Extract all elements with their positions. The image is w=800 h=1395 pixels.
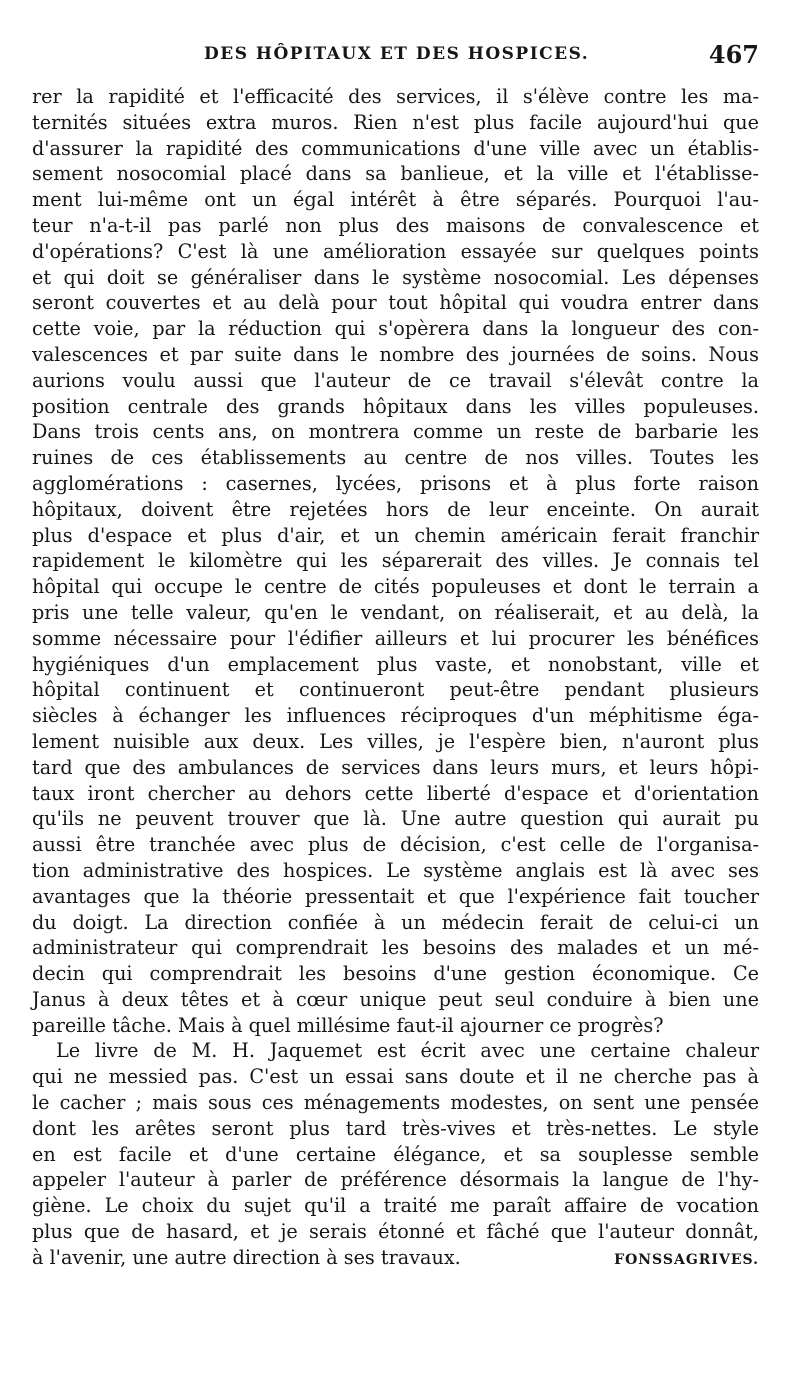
text-line: administrateur qui comprendrait les besoins des malades et un mé- bbox=[32, 936, 759, 960]
text-line: appeler l'auteur à parler de préférence désormais la langue de l'hy- bbox=[32, 1168, 759, 1192]
text-line: qu'ils ne peuvent trouver que là. Une autre question qui aurait pu bbox=[32, 807, 759, 831]
book-page bbox=[32, 38, 759, 1274]
text-line: du doigt. La direction confiée à un médecin ferait de celui-ci un bbox=[32, 910, 759, 934]
text-line: en est facile et d'une certaine élégance, et sa souplesse semble bbox=[32, 1142, 759, 1166]
text-line: rapidement le kilomètre qui les séparerait des villes. Je connais tel bbox=[32, 549, 759, 573]
text-line: ruines de ces établissements au centre de nos villes. Toutes les bbox=[32, 446, 759, 470]
page-number: 467 bbox=[708, 40, 759, 69]
text-line: d'assurer la rapidité des communications d'une ville avec un établis- bbox=[32, 136, 759, 160]
text-line: sement nosocomial placé dans sa banlieue, et la ville et l'établisse- bbox=[32, 162, 759, 186]
text-line: somme nécessaire pour l'édifier ailleurs et lui procurer les bénéfices bbox=[32, 626, 759, 650]
text-line: seront couvertes et au delà pour tout hôpital qui voudra entrer dans bbox=[32, 291, 759, 315]
text-line: dont les arêtes seront plus tard très-vives et très-nettes. Le style bbox=[32, 1116, 759, 1140]
text-line: plus que de hasard, et je serais étonné et fâché que l'auteur donnât, bbox=[32, 1220, 759, 1244]
author-signature: FONSSAGRIVES. bbox=[614, 1251, 759, 1268]
text-line: Dans trois cents ans, on montrera comme un reste de barbarie les bbox=[32, 420, 759, 444]
running-head: DES HÔPITAUX ET DES HOSPICES. bbox=[204, 44, 590, 64]
page-header bbox=[32, 38, 759, 72]
text-line: hôpital continuent et continueront peut-être pendant plusieurs bbox=[32, 678, 759, 702]
text-line: pareille tâche. Mais à quel millésime faut-il ajourner ce progrès? bbox=[32, 1013, 664, 1037]
text-line: plus d'espace et plus d'air, et un chemin américain ferait franchir bbox=[32, 523, 759, 547]
text-line: Le livre de M. H. Jaquemet est écrit avec une certaine chaleur bbox=[56, 1039, 759, 1063]
text-line: agglomérations : casernes, lycées, prisons et à plus forte raison bbox=[32, 471, 759, 495]
text-line: siècles à échanger les influences réciproques d'un méphitisme éga- bbox=[32, 704, 759, 728]
text-line: qui ne messied pas. C'est un essai sans doute et il ne cherche pas à bbox=[32, 1065, 759, 1089]
text-line: lement nuisible aux deux. Les villes, je l'espère bien, n'auront plus bbox=[32, 729, 759, 753]
body-text bbox=[32, 84, 759, 1271]
text-line: ternités situées extra muros. Rien n'est plus facile aujourd'hui que bbox=[32, 110, 759, 134]
text-line: avantages que la théorie pressentait et que l'expérience fait toucher bbox=[32, 884, 759, 908]
text-line: Janus à deux têtes et à cœur unique peut seul conduire à bien une bbox=[32, 987, 759, 1011]
text-line: et qui doit se généraliser dans le système nosocomial. Les dépenses bbox=[32, 265, 759, 289]
text-line: hygiéniques d'un emplacement plus vaste, et nonobstant, ville et bbox=[32, 652, 759, 676]
text-line: position centrale des grands hôpitaux dans les villes populeuses. bbox=[32, 394, 759, 418]
text-line: valescences et par suite dans le nombre des journées de soins. Nous bbox=[32, 342, 759, 366]
text-line: aurions voulu aussi que l'auteur de ce travail s'élevât contre la bbox=[32, 368, 759, 392]
text-line: pris une telle valeur, qu'en le vendant, on réaliserait, et au delà, la bbox=[32, 600, 759, 624]
text-line: rer la rapidité et l'efficacité des services, il s'élève contre les ma- bbox=[32, 85, 759, 108]
text-line: tion administrative des hospices. Le système anglais est là avec ses bbox=[32, 858, 759, 882]
text-line: le cacher ; mais sous ces ménagements modestes, on sent une pensée bbox=[32, 1091, 759, 1115]
closing-line bbox=[32, 1245, 759, 1271]
text-line: tard que des ambulances de services dans leurs murs, et leurs hôpi- bbox=[32, 755, 759, 779]
paragraph bbox=[32, 1038, 759, 1270]
text-line: hôpital qui occupe le centre de cités populeuses et dont le terrain a bbox=[32, 575, 759, 599]
text-line: giène. Le choix du sujet qu'il a traité me paraît affaire de vocation bbox=[32, 1194, 759, 1218]
text-line: aussi être tranchée avec plus de décision, c'est celle de l'organisa- bbox=[32, 833, 759, 857]
text-line: teur n'a-t-il pas parlé non plus des maisons de convalescence et bbox=[32, 213, 759, 237]
text-line: ment lui-même ont un égal intérêt à être séparés. Pourquoi l'au- bbox=[32, 188, 759, 212]
text-line: à l'avenir, une autre direction à ses travaux. bbox=[32, 1245, 461, 1269]
text-line: d'opérations? C'est là une amélioration essayée sur quelques points bbox=[32, 239, 759, 263]
text-line: decin qui comprendrait les besoins d'une gestion économique. Ce bbox=[32, 962, 759, 986]
text-line: hôpitaux, doivent être rejetées hors de leur enceinte. On aurait bbox=[32, 497, 759, 521]
paragraph bbox=[32, 84, 759, 1038]
text-line: taux iront chercher au dehors cette liberté d'espace et d'orientation bbox=[32, 781, 759, 805]
text-line: cette voie, par la réduction qui s'opèrera dans la longueur des con- bbox=[32, 317, 759, 341]
